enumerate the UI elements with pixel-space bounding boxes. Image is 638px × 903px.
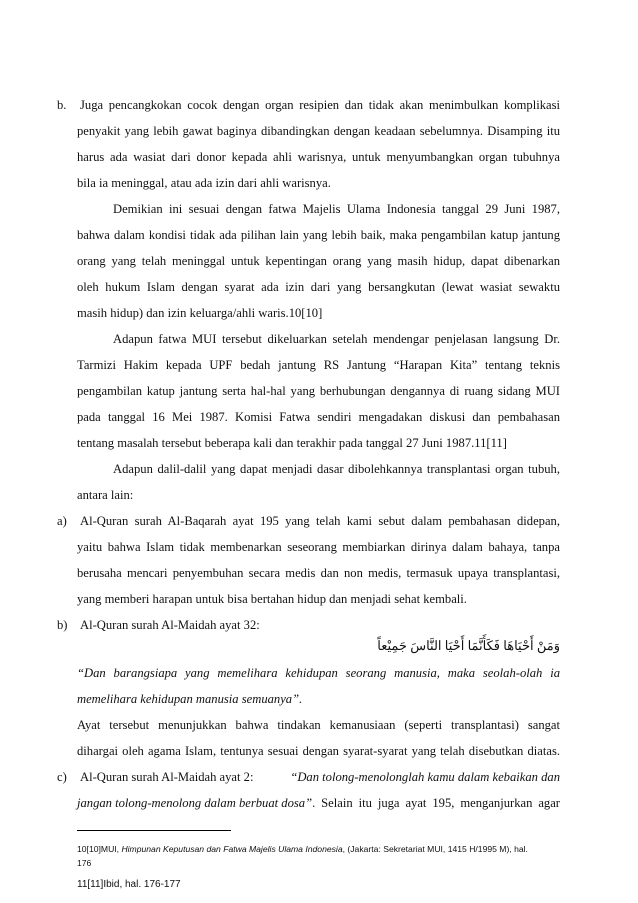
arabic-verse: وَمَنْ أَحْيَاهَا فَكَأَنَّمَا أَحْيَا النَّاسَ جَمِيْعاً bbox=[377, 638, 560, 653]
text-line: penyakit yang lebih gawat baginya dibandingkan dengan keadaan sebelumnya. Disamping itu bbox=[77, 124, 560, 138]
text-line: pada tanggal 16 Mei 1987. Komisi Fatwa sendiri mengadakan diskusi dan pembahasan bbox=[77, 410, 560, 424]
text-line: yang memberi harapan untuk bisa bertahan hidup dan menjadi sehat kembali. bbox=[77, 592, 467, 606]
list-marker-b: b. bbox=[57, 98, 67, 112]
footnote-11: 11[11]Ibid, hal. 176-177 bbox=[77, 879, 181, 890]
text-line: Ayat tersebut menunjukkan bahwa tindakan kemanusiaan (seperti transplantasi) sangat bbox=[77, 718, 560, 732]
footnote-text: , (Jakarta: Sekretariat MUI, 1415 H/1995 M), hal. bbox=[342, 844, 528, 854]
text-line: yaitu bahwa Islam tidak membenarkan seseorang membiarkan dirinya dalam bahaya, tanpa bbox=[77, 540, 560, 554]
text-line: Adapun fatwa MUI tersebut dikeluarkan setelah mendengar penjelasan langsung Dr. bbox=[113, 332, 560, 346]
text-line: orang yang telah meninggal untuk kepentingan orang yang masih hidup, dapat dibenarkan bbox=[77, 254, 560, 268]
text-line: bahwa dalam kondisi tidak ada pilihan lain yang lebih baik, maka pengambilan katup jantung bbox=[77, 228, 560, 242]
text-segment: Al-Quran surah Al-Maidah ayat 2: bbox=[80, 770, 254, 784]
text-line: harus ada wasiat dari donor kepada ahli warisnya, untuk menyumbangkan organ tubuhnya bbox=[77, 150, 560, 164]
text-line: tentang masalah tersebut beberapa kali dan terakhir pada tanggal 27 Juni 1987.11[11] bbox=[77, 436, 507, 450]
footnote-ref: 10[10] bbox=[77, 844, 101, 854]
text-line: antara lain: bbox=[77, 488, 134, 502]
footnote-title: Himpunan Keputusan dan Fatwa Majelis Ulama Indonesia bbox=[121, 844, 343, 854]
text-line: Juga pencangkokan cocok dengan organ resipien dan tidak akan menimbulkan komplikasi bbox=[80, 98, 560, 112]
list-marker-c: c) bbox=[57, 770, 67, 784]
text-segment: . Selain itu juga ayat 195, menganjurkan agar bbox=[312, 796, 560, 810]
text-line: Demikian ini sesuai dengan fatwa Majelis Ulama Indonesia tanggal 29 Juni 1987, bbox=[113, 202, 560, 216]
footnote-10-cont: 176 bbox=[77, 858, 92, 868]
text-line: berusaha mencari penyembuhan secara medis dan non medis, termasuk upaya transplantasi, bbox=[77, 566, 560, 580]
list-marker-b2: b) bbox=[57, 618, 68, 632]
text-line: Tarmizi Hakim kepada UPF bedah jantung RS Jantung “Harapan Kita” tentang teknis bbox=[77, 358, 560, 372]
footnote-10 bbox=[77, 843, 528, 855]
footnote-text: MUI, bbox=[100, 844, 122, 854]
list-marker-a: a) bbox=[57, 514, 67, 528]
text-line: Adapun dalil-dalil yang dapat menjadi dasar dibolehkannya transplantasi organ tubuh, bbox=[113, 462, 560, 476]
text-line: pengambilan katup jantung serta hal-hal yang berhubungan dengannya di ruang sidang MUI bbox=[77, 384, 560, 398]
quote-line: “Dan barangsiapa yang memelihara kehidupan seorang manusia, maka seolah-olah ia bbox=[77, 666, 560, 680]
text-line: dihargai oleh agama Islam, tentunya sesuai dengan syarat-syarat yang telah disebutkan diatas. bbox=[77, 744, 560, 758]
quote-line: memelihara kehidupan manusia semuanya”. bbox=[77, 692, 303, 706]
quote-segment: jangan tolong-menolong dalam berbuat dosa” bbox=[77, 796, 313, 810]
text-line bbox=[80, 769, 560, 785]
text-line: oleh hukum Islam dengan syarat ada izin dari yang bersangkutan (lewat wasiat sewaktu bbox=[77, 280, 560, 294]
text-line: masih hidup) dan izin keluarga/ahli waris.10[10] bbox=[77, 306, 323, 320]
text-line bbox=[77, 795, 560, 811]
quote-segment: “Dan tolong-menolonglah kamu dalam kebaikan dan bbox=[290, 770, 560, 784]
text-line: Al-Quran surah Al-Baqarah ayat 195 yang telah kami sebut dalam pembahasan didepan, bbox=[80, 514, 560, 528]
text-line: bila ia meninggal, atau ada izin dari ahli warisnya. bbox=[77, 176, 331, 190]
footnote-divider bbox=[77, 830, 231, 831]
text-line: Al-Quran surah Al-Maidah ayat 32: bbox=[80, 618, 260, 632]
